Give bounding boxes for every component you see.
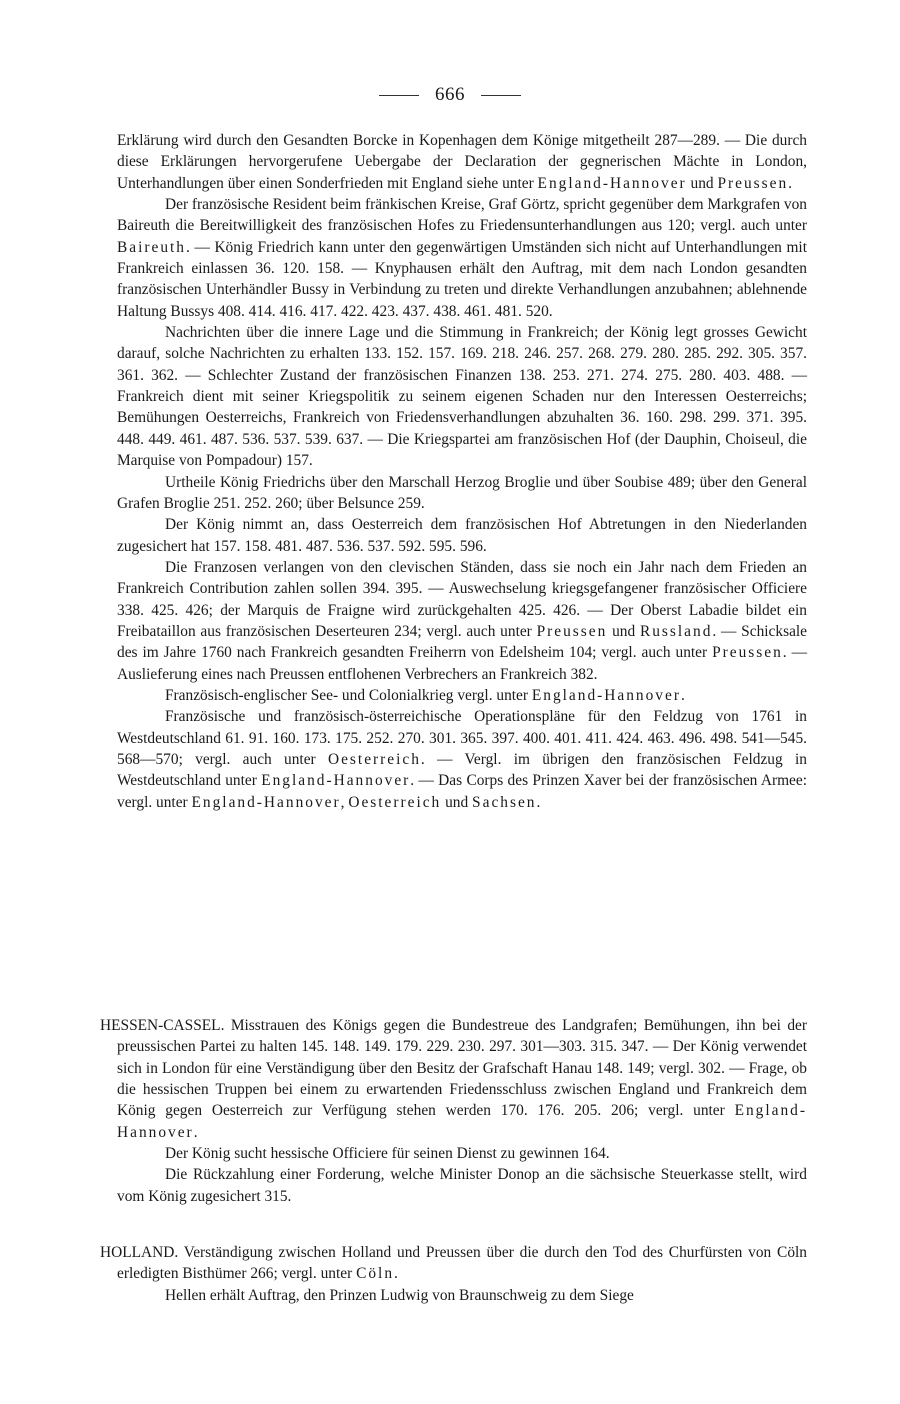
header-rule-left — [379, 95, 419, 96]
hessen-paragraph-1: HESSEN-CASSEL. Misstrauen des Königs gegen die Bundestreue des Landgrafen; Bemühungen, ihn bei der preussischen Partei zu halten 145. 148. 149. 179. 229. 230. 297. 301—303. 315. 347. — Der König verwendet sich in London für eine Verständigung über den Besitz der Grafschaft Hanau 148. 149; vergl. 302. — Frage, ob die hessischen Truppen bei einem zu erwartenden Friedensschluss zwischen England und Frankreich dem König gegen Oesterreich zur Verfügung stehen werden 170. 176. 205. 206; vergl. unter England-Hannover. — [100, 1017, 807, 1141]
cross-reference: Russland — [639, 622, 713, 640]
entry-heading: HESSEN-CASSEL. — [100, 1017, 225, 1034]
cross-reference: Preussen — [712, 644, 783, 662]
cross-reference: Sachsen — [472, 793, 537, 811]
france-paragraph-6: Die Franzosen verlangen von den clevischen Ständen, dass sie noch ein Jahr nach dem Frieden an Frankreich Contribution zahlen sollen 394. 395. — Auswechselung kriegsgefangener französischer Officiere 338. 425. 426; der Marquis de Fraigne wird zurückgehalten 425. 426. — Der Oberst Labadie bildet ein Freibataillon aus französischen Deserteuren 234; vergl. auch unter Preussen und Russland. — Schicksale des im Jahre 1760 nach Frankreich gesandten Freiherrn von Edelsheim 104; vergl. auch unter Preussen. — Auslieferung eines nach Preussen entflohenen Verbrechers an Frankreich 382. — [117, 558, 808, 683]
france-paragraph-7: Französisch-englischer See- und Colonialkrieg vergl. unter England-Hannover. — [165, 686, 685, 704]
cross-reference: England-Hannover — [191, 793, 341, 811]
france-paragraph-3: Nachrichten über die innere Lage und die Stimmung in Frankreich; der König legt grosses Gewicht darauf, solche Nachrichten zu erhalten 133. 152. 157. 169. 218. 246. 257. 268. 279. 280. 285. 292. 305. 357. 361. 362. — Schlechter Zustand der französischen Finanzen 138. 253. 271. 274. 275. 280. 403. 488. — Frankreich dient mit seiner Kriegspolitik zu seinem eigenen Schaden nur den Interessen Oesterreichs; Bemühungen Oesterreichs, Frankreich von Friedensverhandlungen abzuhalten 36. 160. 298. 299. 371. 395. 448. 449. 461. 487. 536. 537. 539. 637. — Die Kriegspartei am französischen Hof (der Dauphin, Choiseul, die Marquise von Pompadour) 157. — [117, 324, 807, 470]
cross-reference: Oesterreich — [327, 750, 421, 768]
france-entry-continuation — [117, 130, 807, 813]
cross-reference: England-Hannover — [537, 174, 687, 192]
france-paragraph-1: Erklärung wird durch den Gesandten Borcke in Kopenhagen dem Könige mitgetheilt 287—289. — Die durch diese Erklärungen hervorgerufene Uebergabe der Declaration der gegnerischen Mächte in London, Unterhandlungen über einen Sonderfrieden mit England siehe unter England-Hannover und Preussen. — [117, 132, 807, 192]
holland-entry — [100, 1242, 807, 1306]
entry-heading: HOLLAND. — [100, 1244, 179, 1261]
cross-reference: Preussen — [536, 622, 608, 640]
cross-reference: England-Hannover — [531, 686, 681, 704]
holland-paragraph-2: Hellen erhält Auftrag, den Prinzen Ludwig von Braunschweig zu dem Siege — [165, 1286, 634, 1304]
cross-reference: Baireuth — [117, 238, 186, 256]
page-header — [0, 84, 900, 106]
holland-paragraph-1: HOLLAND. Verständigung zwischen Holland und Preussen über die durch den Tod des Churfürsten von Cöln erledigten Bisthümer 266; vergl. unter Cöln. — [100, 1244, 807, 1283]
cross-reference: England-Hannover — [117, 1102, 807, 1141]
cross-reference: England-Hannover — [261, 772, 411, 790]
cross-reference: Oesterreich — [348, 793, 442, 811]
page-number: 666 — [435, 84, 465, 105]
france-paragraph-4: Urtheile König Friedrichs über den Marschall Herzog Broglie und über Soubise 489; über den General Grafen Broglie 251. 252. 260; über Belsunce 259. — [117, 473, 807, 512]
header-rule-right — [481, 95, 521, 96]
hessen-paragraph-3: Die Rückzahlung einer Forderung, welche Minister Donop an die sächsische Steuerkasse stellt, wird vom König zugesichert 315. — [117, 1166, 807, 1205]
france-paragraph-8: Französische und französisch-österreichische Operationspläne für den Feldzug von 1761 in Westdeutschland 61. 91. 160. 173. 175. 252. 270. 301. 365. 397. 400. 401. 411. 424. 463. 496. 498. 541—545. 568—570; vergl. auch unter Oesterreich. — Vergl. im übrigen den französischen Feldzug in Westdeutschland unter England-Hannover. — Das Corps des Prinzen Xaver bei der französischen Armee: vergl. unter England-Hannover, Oesterreich und Sachsen. — [117, 708, 807, 811]
france-paragraph-5: Der König nimmt an, dass Oesterreich dem französischen Hof Abtretungen in den Niederlanden zugesichert hat 157. 158. 481. 487. 536. 537. 592. 595. 596. — [117, 516, 807, 555]
hessen-paragraph-2: Der König sucht hessische Officiere für seinen Dienst zu gewinnen 164. — [165, 1145, 610, 1163]
cross-reference: Cöln — [356, 1265, 395, 1283]
hessen-cassel-entry — [100, 1015, 807, 1207]
france-paragraph-2: Der französische Resident beim fränkischen Kreise, Graf Görtz, spricht gegenüber dem Markgrafen von Baireuth die Bereitwilligkeit des französischen Hofes zu Friedensunterhandlungen aus 120; vergl. auch unter Baireuth. — König Friedrich kann unter den gegenwärtigen Umständen sich nicht auf Unterhandlungen mit Frankreich einlassen 36. 120. 158. — Knyphausen erhält den Auftrag, mit dem nach London gesandten französischen Unterhändler Bussy in Verbindung zu treten und direkte Verhandlungen anzubahnen; ablehnende Haltung Bussys 408. 414. 416. 417. 422. 423. 437. 438. 461. 481. 520. — [117, 196, 807, 320]
cross-reference: Preussen — [717, 174, 789, 192]
